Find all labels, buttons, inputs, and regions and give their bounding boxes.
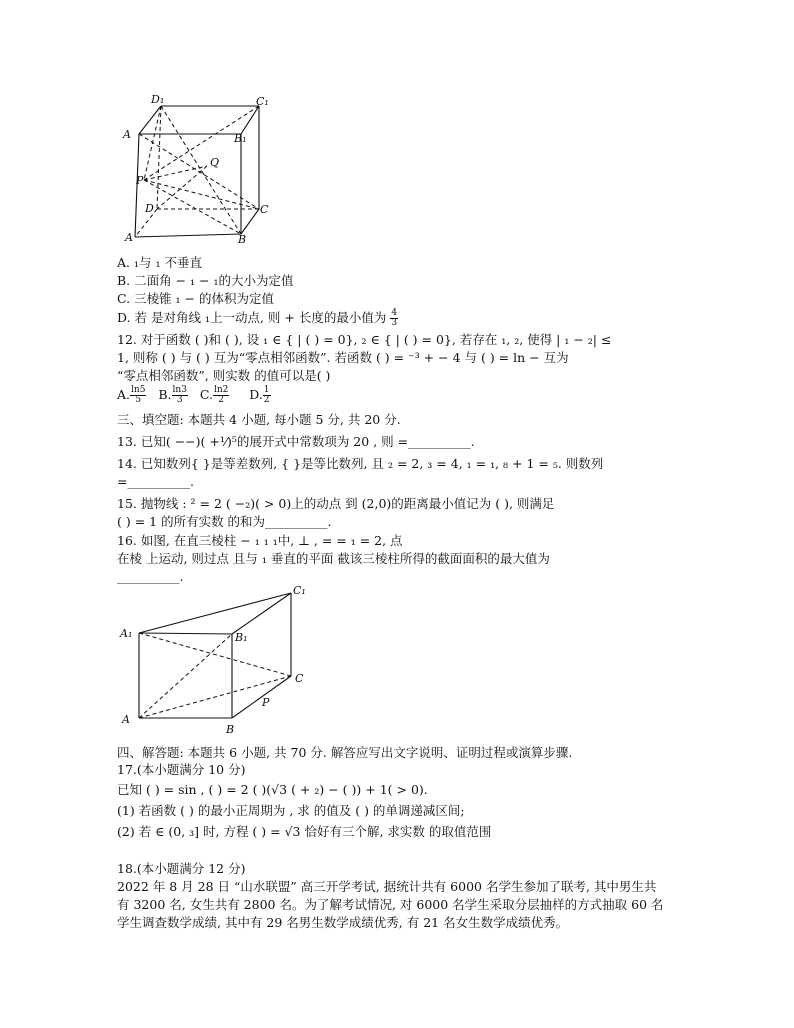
cube-label-b1: B₁ [234,132,247,145]
section-4-heading: 四、解答题: 本题共 6 小题, 共 70 分. 解答应写出文字说明、证明过程或演算步骤. [117,745,573,760]
prism-label-c1: C₁ [293,584,306,597]
q18-line-3: 学生调查数学成绩, 其中有 29 名男生数学成绩优秀, 有 21 名女生数学成绩优秀。 [117,915,569,930]
q17-line-1: 已知 ( ) = sin , ( ) = 2 ( )(√3 ( + ₂) − ( )) + 1( > 0). [117,782,428,797]
prism-label-b1: B₁ [235,631,248,644]
q11-option-b: B. 二面角 − ₁ − ₁的大小为定值 [117,273,294,288]
cube-label-q: Q [210,156,220,169]
q17-line-2: (1) 若函数 ( ) 的最小正周期为 , 求 的值及 ( ) 的单调递减区间; [117,803,465,818]
q13: 13. 已知( −−)( +¹⁄)⁵的展开式中常数项为 20 , 则 =__________. [117,434,475,449]
q16-line-1: 16. 如图, 在直三棱柱 − ₁ ₁ ₁中, ⊥ , = = ₁ = 2, 点 [117,533,403,548]
q16-line-2: 在棱 上运动, 则过点 且与 ₁ 垂直的平面 截该三棱柱所得的截面面积的最大值为 [117,551,550,566]
q12-options [117,386,271,405]
q12-line-2: 1, 则称 ( ) 与 ( ) 互为“零点相邻函数”. 若函数 ( ) = ⁻³ + − 4 与 ( ) = ln − 互为 [117,350,569,365]
q11-option-c: C. 三棱锥 ₁ − 的体积为定值 [117,291,274,306]
q18-line-2: 有 3200 名, 女生共有 2800 名。为了解考试情况, 对 6000 名学生采取分层抽样的方式抽取 60 名 [117,897,664,912]
q15-line-2: ( ) = 1 的所有实数 的和为__________. [117,514,332,529]
q12-line-3: “零点相邻函数”, 则实数 的值可以是( ) [117,368,331,383]
cube-label-c: C [260,203,269,216]
q12-option-b: B. $\frac{\ln 3}{3}$ [158,385,187,405]
q15-line-1: 15. 抛物线 : ² = 2 ( −₂)( > 0)上的动点 到 (2,0)的距离最小值记为 ( ), 则满足 [117,496,555,511]
q12-option-c: C. $\frac{\ln 2}{2}$ [199,385,229,405]
q11-option-a: A. ₁与 ₁ 不垂直 [117,255,202,270]
prism-label-b: B [226,723,235,736]
q11-option-d-fraction: $\frac{4}{3}$ [391,308,398,328]
q11-option-d-text: D. 若 是对角线 ₁上一动点, 则 + 长度的最小值为 [117,310,387,325]
cube-figure [117,92,277,244]
cube-label-d1: D₁ [151,93,165,106]
q17-line-3: (2) 若 ∈ (0, ₃] 时, 方程 ( ) = √3 恰好有三个解, 求实数 的取值范围 [117,824,492,839]
q12-option-a: A. $\frac{\ln 5}{5}$ [117,385,146,405]
cube-label-b: B [238,233,247,244]
cube-label-p: P [136,174,144,187]
q14-line-2: =__________. [117,474,194,489]
cube-label-a1: A [123,128,131,141]
prism-label-a1: A₁ [120,627,133,640]
prism-label-a: A [122,713,130,726]
q12-option-d: D. $\frac{1}{2}$ [249,385,270,405]
prism-figure [117,582,322,737]
q18-header: 18.(本小题满分 12 分) [117,861,246,876]
q11-option-d [117,309,398,328]
q16-line-3: __________. [117,569,184,584]
q12-line-1: 12. 对于函数 ( )和 ( ), 设 ₁ ∈ { | ( ) = 0}, ₂ ∈ { | ( ) = 0}, 若存在 ₁, ₂, 使得 | ₁ − ₂| ≤ [117,332,612,347]
prism-label-p: P [262,696,270,709]
section-3-heading: 三、填空题: 本题共 4 小题, 每小题 5 分, 共 20 分. [117,412,401,427]
cube-label-d: D [145,202,154,215]
q14-line-1: 14. 已知数列{ }是等差数列, { }是等比数列, 且 ₂ = 2, ₃ = 4, ₁ = ₁, ₈ + 1 = ₅. 则数列 [117,456,604,471]
cube-label-a: A [125,231,133,244]
cube-label-c1: C₁ [256,95,269,108]
prism-label-c: C [295,672,304,685]
q17-header: 17.(本小题满分 10 分) [117,762,246,777]
q18-line-1: 2022 年 8 月 28 日 “山水联盟” 高三开学考试, 据统计共有 6000 名学生参加了联考, 其中男生共 [117,879,657,894]
